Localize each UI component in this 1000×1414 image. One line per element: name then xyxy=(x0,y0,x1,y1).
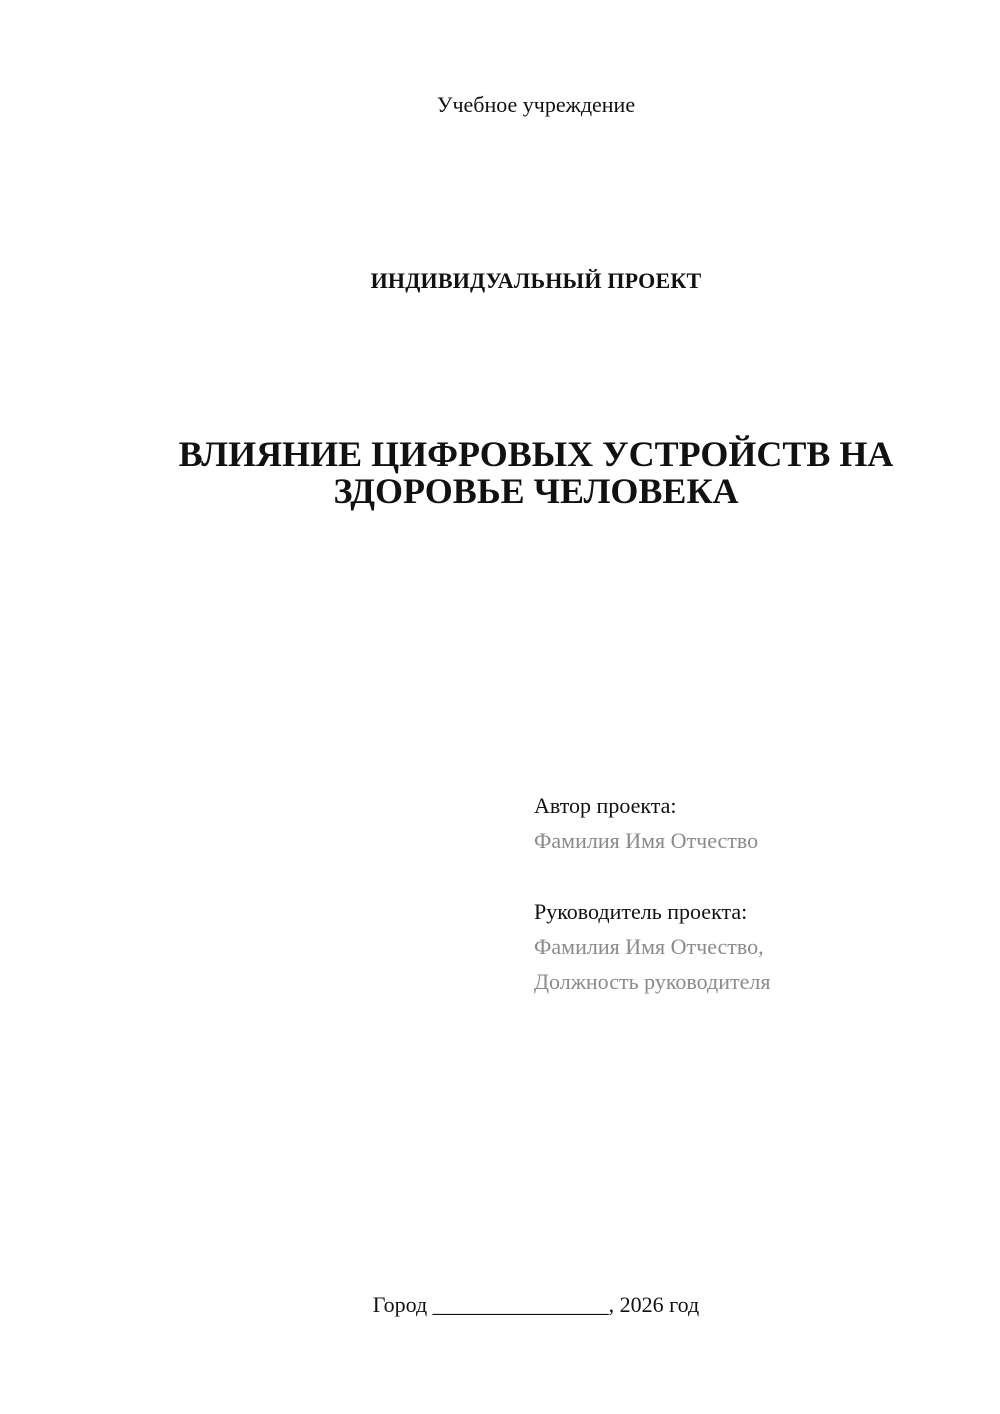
project-title-line-1: ВЛИЯНИЕ ЦИФРОВЫХ УСТРОЙСТВ НА xyxy=(178,434,894,474)
spacer xyxy=(534,858,770,894)
project-title-line-2: ЗДОРОВЬЕ ЧЕЛОВЕКА xyxy=(333,471,739,511)
author-label: Автор проекта: xyxy=(534,793,677,818)
institution-name: Учебное учреждение xyxy=(436,92,636,117)
supervisor-label: Руководитель проекта: xyxy=(534,899,748,924)
supervisor-position-placeholder: Должность руководителя xyxy=(534,969,771,994)
project-people-block xyxy=(534,788,770,999)
supervisor-name-placeholder: Фамилия Имя Отчество, xyxy=(534,934,764,959)
author-name-placeholder: Фамилия Имя Отчество xyxy=(534,828,759,853)
project-title xyxy=(0,436,1000,510)
project-type-heading: ИНДИВИДУАЛЬНЫЙ ПРОЕКТ xyxy=(370,268,702,293)
city-year-line: Город ________________, 2026 год xyxy=(372,1292,700,1317)
